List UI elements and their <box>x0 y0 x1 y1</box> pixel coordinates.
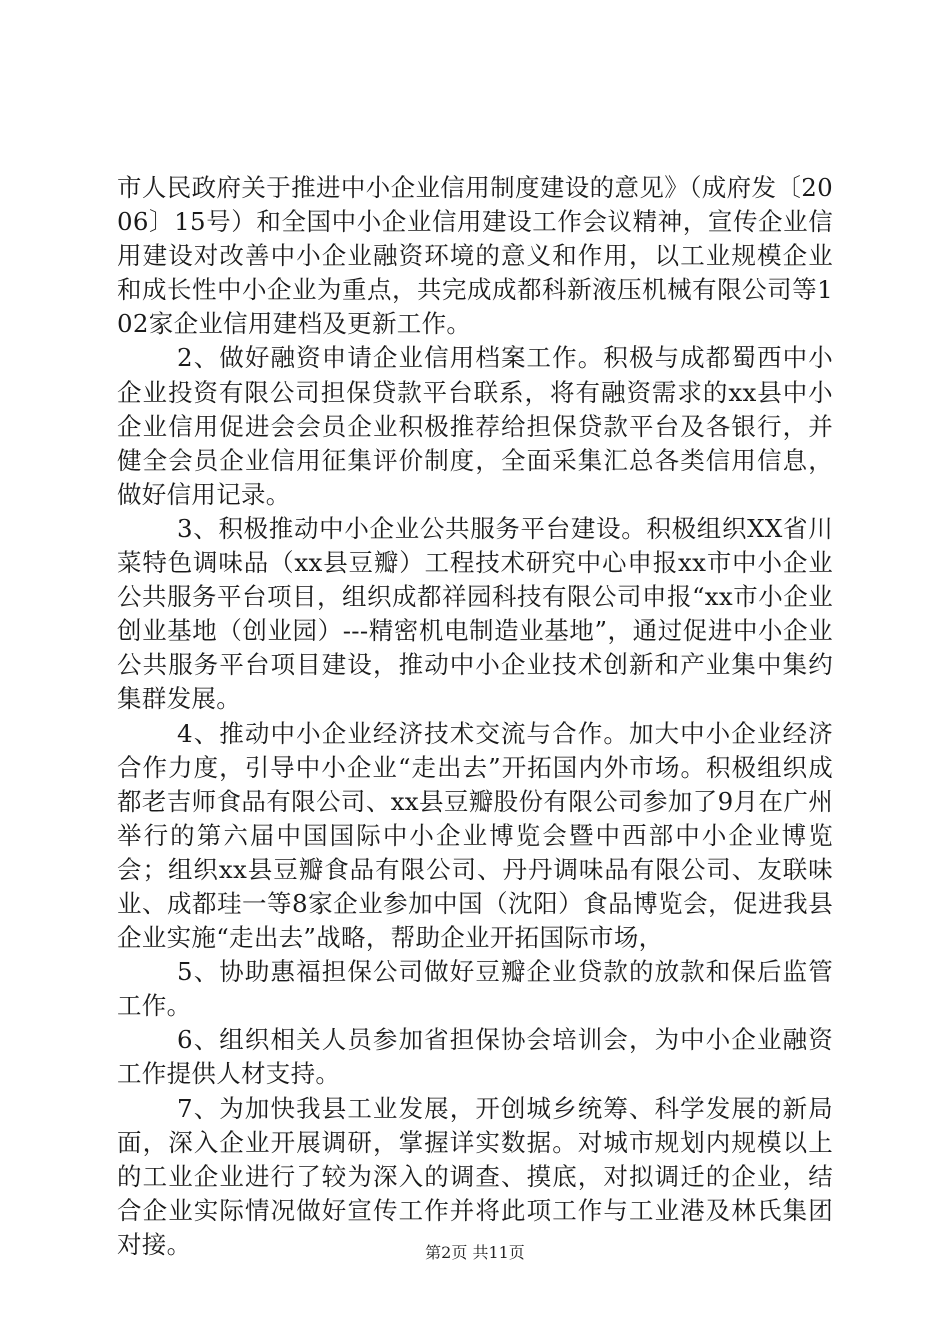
document-body <box>117 171 833 1262</box>
paragraph-item-2: 2、做好融资申请企业信用档案工作。积极与成都蜀西中小企业投资有限公司担保贷款平台联系，将有融资需求的xx县中小企业信用促进会会员企业积极推荐给担保贷款平台及各银行，并健全会员企业信用征集评价制度，全面采集汇总各类信用信息，做好信用记录。 <box>117 343 833 509</box>
paragraph-item-7: 7、为加快我县工业发展，开创城乡统筹、科学发展的新局面，深入企业开展调研，掌握详实数据。对城市规划内规模以上的工业企业进行了较为深入的调查、摸底，对拟调迁的企业，结合企业实际情况做好宣传工作并将此项工作与工业港及林氏集团对接。 <box>117 1093 833 1259</box>
paragraph-continuation: 市人民政府关于推进中小企业信用制度建设的意见》（成府发〔2006〕15号）和全国中小企业信用建设工作会议精神，宣传企业信用建设对改善中小企业融资环境的意义和作用，以工业规模企业和成长性中小企业为重点，共完成成都科新液压机械有限公司等102家企业信用建档及更新工作。 <box>117 173 833 339</box>
page-number-footer: 第2页 共11页 <box>425 1243 525 1262</box>
paragraph-item-6: 6、组织相关人员参加省担保协会培训会，为中小企业融资工作提供人材支持。 <box>117 1025 833 1089</box>
paragraph-item-4: 4、推动中小企业经济技术交流与合作。加大中小企业经济合作力度，引导中小企业“走出去”开拓国内外市场。积极组织成都老吉师食品有限公司、xx县豆瓣股份有限公司参加了9月在广州举行的第六届中国国际中小企业博览会暨中西部中小企业博览会；组织xx县豆瓣食品有限公司、丹丹调味品有限公司、友联味业、成都珪一等8家企业参加中国（沈阳）食品博览会，促进我县企业实施“走出去”战略，帮助企业开拓国际市场， <box>117 718 833 953</box>
paragraph-item-3: 3、积极推动中小企业公共服务平台建设。积极组织XX省川菜特色调味品（xx县豆瓣）工程技术研究中心申报xx市中小企业公共服务平台项目，组织成都祥园科技有限公司申报“xx市小企业创业基地（创业园）---精密机电制造业基地”，通过促进中小企业公共服务平台项目建设，推动中小企业技术创新和产业集中集约集群发展。 <box>117 513 833 714</box>
paragraph-item-5: 5、协助惠福担保公司做好豆瓣企业贷款的放款和保后监管工作。 <box>117 957 833 1021</box>
